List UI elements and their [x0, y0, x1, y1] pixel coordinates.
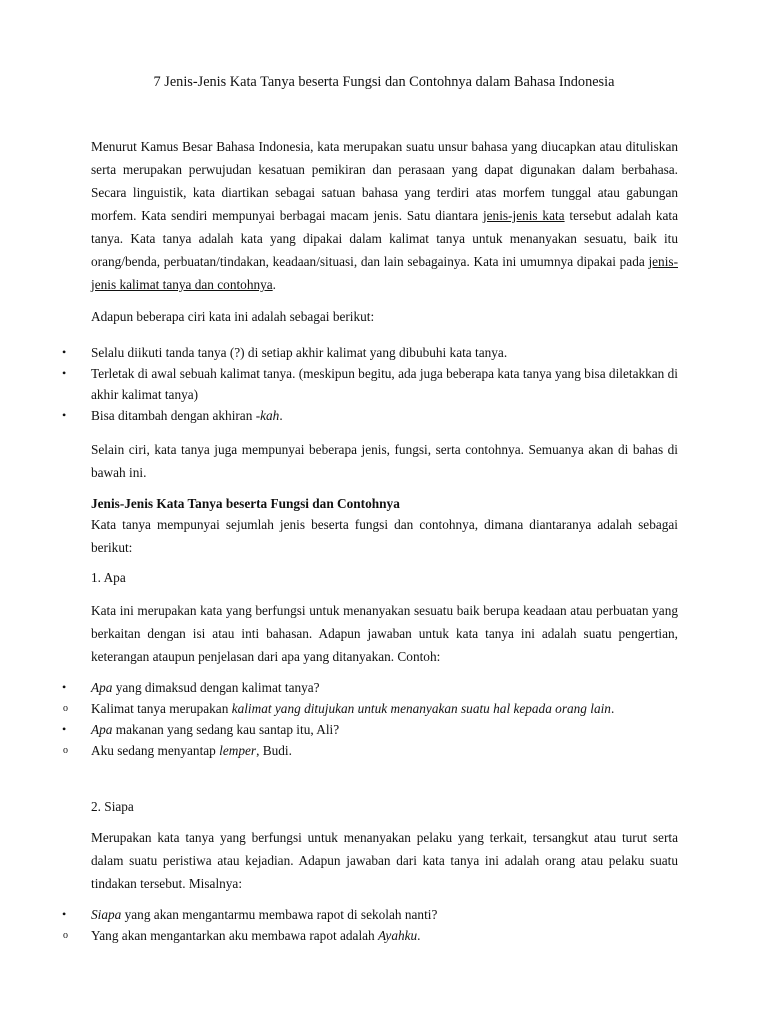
list-item — [60, 904, 678, 925]
answer-text: Aku sedang menyantap — [91, 743, 216, 758]
list-item-text: Selalu diikuti tanda tanya (?) di setiap akhir kalimat yang dibubuhi kata tanya. — [91, 345, 508, 360]
circle-marker: o — [63, 745, 68, 756]
intro-paragraph — [91, 135, 678, 296]
suffix-kah: -kah — [255, 408, 280, 423]
section-heading: Jenis-Jenis Kata Tanya beserta Fungsi dan Contohnya — [91, 496, 400, 511]
example-text: makanan yang sedang kau santap itu, Ali? — [115, 722, 340, 737]
circle-marker: o — [63, 930, 68, 941]
link-jenis-jenis-kata[interactable]: jenis-jenis kata — [482, 208, 565, 223]
link-jenis-kalimat-tanya[interactable]: jenis-jenis kalimat tanya dan contohnya — [91, 254, 678, 292]
answer-end: . — [610, 701, 615, 716]
answer-italic: lemper — [219, 743, 257, 758]
siapa-paragraph: Merupakan kata tanya yang berfungsi untuk menanyakan pelaku yang terkait, tersangkut atau turut serta dalam suatu peristiwa atau kejadian. Adapun jawaban dari kata tanya ini adalah orang atau pelaku suatu tindakan tersebut. Misalnya: — [91, 830, 678, 891]
example-keyword: Apa — [91, 680, 113, 695]
selain-paragraph: Selain ciri, kata tanya juga mempunyai beberapa jenis, fungsi, serta contohnya. Semuanya akan di bahas di bawah ini. — [91, 442, 678, 480]
answer-italic: Ayahku — [378, 928, 418, 943]
bullet-marker: • — [62, 907, 67, 921]
list-item — [60, 740, 678, 761]
intro-text-2: tersebut adalah kata tanya. Kata tanya adalah kata yang dipakai dalam kalimat tanya untuk menanyakan sesuatu, baik itu orang/benda, perbuatan/tindakan, keadaan/situasi, dan lain sebagainya. Kata ini umumnya dipakai pada — [91, 208, 678, 269]
bullet-marker: • — [62, 722, 67, 736]
apa-heading: 1. Apa — [91, 570, 126, 585]
example-text: yang dimaksud dengan kalimat tanya? — [115, 680, 320, 695]
siapa-heading: 2. Siapa — [91, 799, 134, 814]
document-title: 7 Jenis-Jenis Kata Tanya beserta Fungsi dan Contohnya dalam Bahasa Indonesia — [153, 74, 615, 90]
bullet-marker: • — [62, 680, 67, 694]
answer-end: , Budi. — [256, 743, 292, 758]
list-item — [60, 698, 678, 719]
apa-paragraph: Kata ini merupakan kata yang berfungsi untuk menanyakan sesuatu baik berupa keadaan atau perbuatan yang berkaitan dengan isi atau inti bahasan. Adapun jawaban untuk kata tanya ini adalah suatu pengertian, keterangan ataupun penjelasan dari apa yang ditanyakan. Contoh: — [91, 603, 678, 664]
intro-text-1: Menurut Kamus Besar Bahasa Indonesia, kata merupakan suatu unsur bahasa yang diucapkan atau dituliskan serta merupakan perwujudan kesatuan pemikiran dan perasaan yang dapat digunakan dalam berbahasa. Secara linguistik, kata diartikan sebagai satuan bahasa yang terdiri atas morfem tunggal atau gabungan morfem. Kata sendiri mempunyai berbagai macam jenis. Satu diantara — [91, 139, 678, 223]
example-keyword: Siapa — [91, 907, 122, 922]
circle-marker: o — [63, 703, 68, 714]
list-item — [60, 719, 678, 740]
list-item-text: Bisa ditambah dengan akhiran — [91, 408, 253, 423]
list-item — [60, 925, 678, 946]
bullet-marker: • — [62, 366, 67, 380]
answer-end: . — [417, 928, 421, 943]
list-item — [60, 342, 678, 363]
example-keyword: Apa — [91, 722, 113, 737]
example-text: yang akan mengantarmu membawa rapot di sekolah nanti? — [124, 907, 438, 922]
answer-text: Kalimat tanya merupakan — [91, 701, 229, 716]
ciri-list — [60, 342, 678, 426]
answer-text: Yang akan mengantarkan aku membawa rapot adalah — [91, 928, 375, 943]
list-item-text: Terletak di awal sebuah kalimat tanya. (meskipun begitu, ada juga beberapa kata tanya yang bisa diletakkan di akhir kalimat tanya) — [91, 366, 678, 402]
list-item-end: . — [279, 408, 283, 423]
list-item — [60, 677, 678, 698]
list-item — [60, 363, 678, 405]
ciri-lead: Adapun beberapa ciri kata ini adalah sebagai berikut: — [91, 309, 375, 324]
siapa-examples — [60, 904, 678, 946]
apa-examples — [60, 677, 678, 761]
section-intro: Kata tanya mempunyai sejumlah jenis beserta fungsi dan contohnya, dimana diantaranya adalah sebagai berikut: — [91, 517, 678, 555]
bullet-marker: • — [62, 408, 67, 422]
answer-italic: kalimat yang ditujukan untuk menanyakan suatu hal kepada orang lain — [231, 701, 611, 716]
intro-text-3: . — [272, 277, 276, 292]
bullet-marker: • — [62, 345, 67, 359]
list-item — [60, 405, 678, 426]
